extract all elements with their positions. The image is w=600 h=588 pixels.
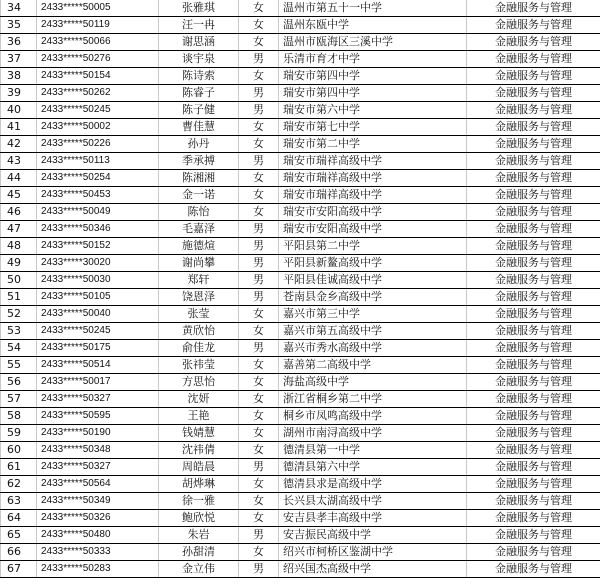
roster-body — [1, 0, 600, 578]
cell-major: 金融服务与管理 — [467, 527, 600, 544]
cell-name: 陈湘湘 — [159, 170, 239, 187]
cell-major: 金融服务与管理 — [467, 272, 600, 289]
cell-school: 安吉县孝丰高级中学 — [279, 510, 467, 527]
cell-name: 周皓晨 — [159, 459, 239, 476]
cell-school: 瑞安市瑞祥高级中学 — [279, 187, 467, 204]
table-row — [1, 187, 600, 204]
table-row — [1, 153, 600, 170]
cell-name: 张祎莹 — [159, 357, 239, 374]
cell-name: 汪一冉 — [159, 17, 239, 34]
cell-name: 谈宇泉 — [159, 51, 239, 68]
cell-school: 瑞安市瑞祥高级中学 — [279, 170, 467, 187]
cell-index: 42 — [1, 136, 37, 153]
cell-index: 55 — [1, 357, 37, 374]
cell-id: 2433*****50245 — [37, 102, 159, 119]
cell-id: 2433*****50333 — [37, 544, 159, 561]
cell-id: 2433*****50030 — [37, 272, 159, 289]
cell-major: 金融服务与管理 — [467, 187, 600, 204]
cell-index: 43 — [1, 153, 37, 170]
table-row — [1, 170, 600, 187]
cell-name: 谢思涵 — [159, 34, 239, 51]
cell-id: 2433*****30020 — [37, 255, 159, 272]
cell-id: 2433*****50262 — [37, 85, 159, 102]
cell-major: 金融服务与管理 — [467, 544, 600, 561]
cell-school: 桐乡市凤鸣高级中学 — [279, 408, 467, 425]
cell-school: 瑞安市第六中学 — [279, 102, 467, 119]
table-row — [1, 476, 600, 493]
table-row — [1, 119, 600, 136]
cell-id: 2433*****50175 — [37, 340, 159, 357]
cell-name: 金一诺 — [159, 187, 239, 204]
table-row — [1, 340, 600, 357]
cell-id: 2433*****50017 — [37, 374, 159, 391]
cell-gender: 女 — [239, 170, 279, 187]
cell-school: 海盐高级中学 — [279, 374, 467, 391]
cell-id: 2433*****50049 — [37, 204, 159, 221]
cell-school: 嘉兴市第三中学 — [279, 306, 467, 323]
cell-major: 金融服务与管理 — [467, 102, 600, 119]
cell-name: 季承搏 — [159, 153, 239, 170]
cell-id: 2433*****50245 — [37, 323, 159, 340]
cell-id: 2433*****50119 — [37, 17, 159, 34]
cell-name: 金立伟 — [159, 561, 239, 578]
cell-index: 54 — [1, 340, 37, 357]
cell-gender: 女 — [239, 408, 279, 425]
cell-name: 朱岩 — [159, 527, 239, 544]
cell-major: 金融服务与管理 — [467, 391, 600, 408]
table-row — [1, 357, 600, 374]
cell-gender: 男 — [239, 102, 279, 119]
cell-id: 2433*****50564 — [37, 476, 159, 493]
cell-major: 金融服务与管理 — [467, 493, 600, 510]
cell-major: 金融服务与管理 — [467, 85, 600, 102]
cell-school: 苍南县金乡高级中学 — [279, 289, 467, 306]
table-row — [1, 102, 600, 119]
cell-school: 平阳县佳诚高级中学 — [279, 272, 467, 289]
cell-id: 2433*****50326 — [37, 510, 159, 527]
cell-index: 65 — [1, 527, 37, 544]
cell-school: 瑞安市第四中学 — [279, 68, 467, 85]
cell-gender: 女 — [239, 306, 279, 323]
cell-index: 47 — [1, 221, 37, 238]
cell-name: 张莹 — [159, 306, 239, 323]
cell-major: 金融服务与管理 — [467, 476, 600, 493]
cell-gender: 女 — [239, 17, 279, 34]
cell-id: 2433*****50154 — [37, 68, 159, 85]
cell-id: 2433*****50113 — [37, 153, 159, 170]
cell-gender: 女 — [239, 510, 279, 527]
cell-major: 金融服务与管理 — [467, 374, 600, 391]
cell-name: 钱婧慧 — [159, 425, 239, 442]
cell-index: 41 — [1, 119, 37, 136]
cell-index: 39 — [1, 85, 37, 102]
cell-name: 施德煊 — [159, 238, 239, 255]
cell-gender: 男 — [239, 255, 279, 272]
cell-name: 陈子健 — [159, 102, 239, 119]
table-row — [1, 136, 600, 153]
cell-school: 绍兴市柯桥区鉴湖中学 — [279, 544, 467, 561]
table-row — [1, 34, 600, 51]
cell-school: 德清县第一中学 — [279, 442, 467, 459]
cell-major: 金融服务与管理 — [467, 561, 600, 578]
cell-name: 俞佳龙 — [159, 340, 239, 357]
cell-major: 金融服务与管理 — [467, 255, 600, 272]
cell-index: 59 — [1, 425, 37, 442]
cell-id: 2433*****50349 — [37, 493, 159, 510]
cell-school: 瑞安市安阳高级中学 — [279, 221, 467, 238]
cell-major: 金融服务与管理 — [467, 306, 600, 323]
table-row — [1, 306, 600, 323]
cell-major: 金融服务与管理 — [467, 238, 600, 255]
cell-id: 2433*****50327 — [37, 459, 159, 476]
cell-id: 2433*****50254 — [37, 170, 159, 187]
cell-index: 45 — [1, 187, 37, 204]
cell-gender: 男 — [239, 289, 279, 306]
table-row — [1, 493, 600, 510]
cell-major: 金融服务与管理 — [467, 0, 600, 17]
cell-school: 瑞安市第七中学 — [279, 119, 467, 136]
cell-school: 嘉兴市第五高级中学 — [279, 323, 467, 340]
cell-gender: 女 — [239, 493, 279, 510]
cell-major: 金融服务与管理 — [467, 408, 600, 425]
cell-index: 58 — [1, 408, 37, 425]
cell-name: 陈睿子 — [159, 85, 239, 102]
cell-major: 金融服务与管理 — [467, 170, 600, 187]
cell-name: 胡烨琳 — [159, 476, 239, 493]
cell-school: 安吉振民高级中学 — [279, 527, 467, 544]
cell-gender: 男 — [239, 527, 279, 544]
cell-major: 金融服务与管理 — [467, 17, 600, 34]
table-row — [1, 85, 600, 102]
cell-id: 2433*****50348 — [37, 442, 159, 459]
cell-index: 64 — [1, 510, 37, 527]
cell-gender: 女 — [239, 425, 279, 442]
cell-gender: 女 — [239, 187, 279, 204]
cell-name: 曹佳慧 — [159, 119, 239, 136]
cell-index: 52 — [1, 306, 37, 323]
cell-index: 67 — [1, 561, 37, 578]
cell-school: 温州市瓯海区三溪中学 — [279, 34, 467, 51]
cell-index: 66 — [1, 544, 37, 561]
cell-name: 陈诗索 — [159, 68, 239, 85]
cell-school: 绍兴国杰高级中学 — [279, 561, 467, 578]
table-row — [1, 221, 600, 238]
table-row — [1, 510, 600, 527]
table-row — [1, 425, 600, 442]
table-row — [1, 204, 600, 221]
cell-major: 金融服务与管理 — [467, 510, 600, 527]
cell-index: 36 — [1, 34, 37, 51]
cell-gender: 女 — [239, 119, 279, 136]
cell-major: 金融服务与管理 — [467, 323, 600, 340]
table-row — [1, 544, 600, 561]
cell-gender: 女 — [239, 34, 279, 51]
cell-index: 35 — [1, 17, 37, 34]
cell-gender: 男 — [239, 51, 279, 68]
cell-index: 40 — [1, 102, 37, 119]
table-row — [1, 17, 600, 34]
cell-index: 60 — [1, 442, 37, 459]
cell-name: 张雅琪 — [159, 0, 239, 17]
cell-index: 37 — [1, 51, 37, 68]
cell-name: 鲍欣悦 — [159, 510, 239, 527]
cell-gender: 女 — [239, 374, 279, 391]
table-row — [1, 408, 600, 425]
cell-gender: 男 — [239, 153, 279, 170]
cell-id: 2433*****50453 — [37, 187, 159, 204]
table-row — [1, 442, 600, 459]
cell-gender: 女 — [239, 357, 279, 374]
cell-school: 平阳县第二中学 — [279, 238, 467, 255]
cell-id: 2433*****50190 — [37, 425, 159, 442]
cell-name: 毛嘉泽 — [159, 221, 239, 238]
cell-gender: 女 — [239, 442, 279, 459]
cell-name: 郑轩 — [159, 272, 239, 289]
cell-index: 50 — [1, 272, 37, 289]
table-row — [1, 68, 600, 85]
cell-name: 徐一雅 — [159, 493, 239, 510]
table-row — [1, 51, 600, 68]
cell-index: 63 — [1, 493, 37, 510]
cell-index: 53 — [1, 323, 37, 340]
cell-major: 金融服务与管理 — [467, 119, 600, 136]
cell-major: 金融服务与管理 — [467, 68, 600, 85]
cell-school: 嘉善第二高级中学 — [279, 357, 467, 374]
cell-name: 沈祎倩 — [159, 442, 239, 459]
cell-major: 金融服务与管理 — [467, 221, 600, 238]
cell-gender: 女 — [239, 204, 279, 221]
cell-name: 沈妍 — [159, 391, 239, 408]
cell-school: 平阳县新鳌高级中学 — [279, 255, 467, 272]
cell-id: 2433*****50480 — [37, 527, 159, 544]
cell-gender: 男 — [239, 238, 279, 255]
cell-id: 2433*****50595 — [37, 408, 159, 425]
cell-index: 57 — [1, 391, 37, 408]
cell-gender: 女 — [239, 323, 279, 340]
cell-name: 陈怡 — [159, 204, 239, 221]
cell-id: 2433*****50327 — [37, 391, 159, 408]
cell-school: 瑞安市第二中学 — [279, 136, 467, 153]
table-row — [1, 527, 600, 544]
cell-school: 乐清市育才中学 — [279, 51, 467, 68]
cell-school: 湖州市南浔高级中学 — [279, 425, 467, 442]
cell-gender: 男 — [239, 561, 279, 578]
cell-gender: 男 — [239, 459, 279, 476]
cell-index: 49 — [1, 255, 37, 272]
cell-name: 王艳 — [159, 408, 239, 425]
cell-index: 46 — [1, 204, 37, 221]
cell-name: 方思怡 — [159, 374, 239, 391]
table-row — [1, 561, 600, 578]
cell-index: 44 — [1, 170, 37, 187]
cell-school: 德清县第六中学 — [279, 459, 467, 476]
cell-index: 56 — [1, 374, 37, 391]
cell-gender: 女 — [239, 0, 279, 17]
cell-id: 2433*****50276 — [37, 51, 159, 68]
cell-school: 浙江省桐乡第二中学 — [279, 391, 467, 408]
cell-name: 黄欣怡 — [159, 323, 239, 340]
cell-index: 34 — [1, 0, 37, 17]
cell-gender: 男 — [239, 340, 279, 357]
cell-major: 金融服务与管理 — [467, 204, 600, 221]
cell-gender: 女 — [239, 68, 279, 85]
cell-gender: 女 — [239, 476, 279, 493]
cell-name: 谢尚攀 — [159, 255, 239, 272]
cell-id: 2433*****50105 — [37, 289, 159, 306]
table-row — [1, 323, 600, 340]
cell-index: 51 — [1, 289, 37, 306]
table-row — [1, 255, 600, 272]
table-row — [1, 272, 600, 289]
cell-school: 温州市第五十一中学 — [279, 0, 467, 17]
cell-index: 61 — [1, 459, 37, 476]
cell-major: 金融服务与管理 — [467, 442, 600, 459]
cell-school: 德清县求是高级中学 — [279, 476, 467, 493]
table-row — [1, 374, 600, 391]
cell-gender: 女 — [239, 391, 279, 408]
cell-school: 瑞安市安阳高级中学 — [279, 204, 467, 221]
cell-gender: 女 — [239, 136, 279, 153]
cell-major: 金融服务与管理 — [467, 459, 600, 476]
cell-major: 金融服务与管理 — [467, 51, 600, 68]
cell-gender: 男 — [239, 272, 279, 289]
cell-name: 饶恩泽 — [159, 289, 239, 306]
cell-major: 金融服务与管理 — [467, 357, 600, 374]
cell-id: 2433*****50040 — [37, 306, 159, 323]
table-row — [1, 238, 600, 255]
cell-id: 2433*****50066 — [37, 34, 159, 51]
table-row — [1, 391, 600, 408]
cell-id: 2433*****50005 — [37, 0, 159, 17]
cell-index: 38 — [1, 68, 37, 85]
cell-id: 2433*****50514 — [37, 357, 159, 374]
cell-major: 金融服务与管理 — [467, 153, 600, 170]
cell-school: 瑞安市瑞祥高级中学 — [279, 153, 467, 170]
cell-gender: 男 — [239, 85, 279, 102]
cell-id: 2433*****50346 — [37, 221, 159, 238]
cell-id: 2433*****50152 — [37, 238, 159, 255]
cell-school: 温州东瓯中学 — [279, 17, 467, 34]
cell-name: 孙甜清 — [159, 544, 239, 561]
cell-school: 长兴县太湖高级中学 — [279, 493, 467, 510]
cell-major: 金融服务与管理 — [467, 425, 600, 442]
cell-major: 金融服务与管理 — [467, 289, 600, 306]
table-row — [1, 459, 600, 476]
cell-index: 48 — [1, 238, 37, 255]
cell-school: 嘉兴市秀水高级中学 — [279, 340, 467, 357]
cell-school: 瑞安市第四中学 — [279, 85, 467, 102]
cell-major: 金融服务与管理 — [467, 136, 600, 153]
cell-id: 2433*****50283 — [37, 561, 159, 578]
table-row — [1, 0, 600, 17]
table-row — [1, 289, 600, 306]
cell-major: 金融服务与管理 — [467, 340, 600, 357]
cell-gender: 男 — [239, 221, 279, 238]
cell-major: 金融服务与管理 — [467, 34, 600, 51]
cell-name: 孙丹 — [159, 136, 239, 153]
cell-id: 2433*****50002 — [37, 119, 159, 136]
cell-index: 62 — [1, 476, 37, 493]
cell-gender: 女 — [239, 544, 279, 561]
cell-id: 2433*****50226 — [37, 136, 159, 153]
